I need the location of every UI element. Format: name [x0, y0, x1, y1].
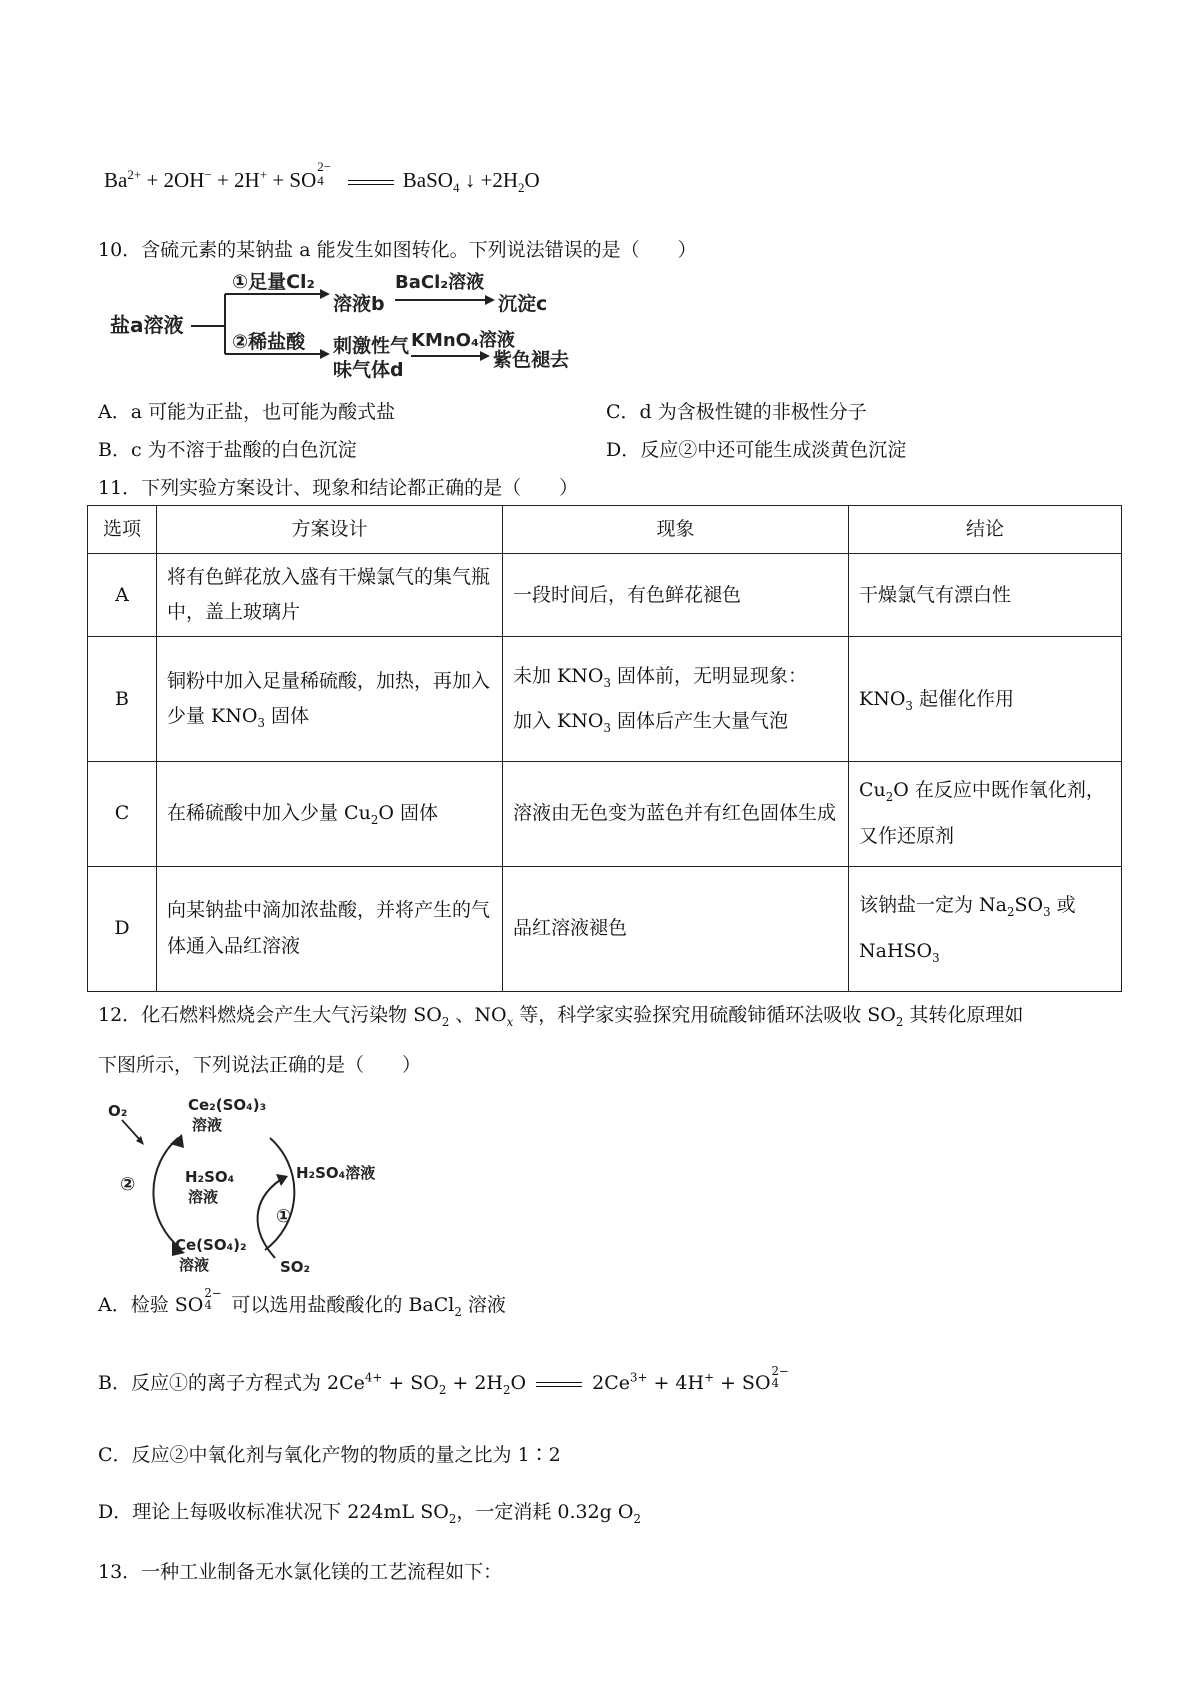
row-d-conclusion: 该钠盐一定为 $Na_2SO_3$ 或 NaHSO$_3$ — [849, 866, 1122, 991]
fig12-h2so4-out: H₂SO₄溶液 — [296, 1164, 376, 1182]
row-c-design: 在稀硫酸中加入少量 $Cu_2O$ 固体 — [157, 762, 503, 866]
fig12-ce4-2: 溶液 — [179, 1256, 210, 1274]
fig10-step2: ②稀盐酸 — [232, 331, 306, 353]
row-b-conclusion: $KNO_3$ 起催化作用 — [849, 637, 1122, 762]
table-row — [88, 762, 1122, 866]
q12-option-b: B．反应①的离子方程式为 $2Ce^{4+} + SO_2 + 2H_2O$ $2Ce^{3+} + 4H^+$ + SO 2− 4 — [98, 1363, 789, 1397]
fig10-kmno4: KMnO₄溶液 — [411, 330, 515, 351]
q11-table — [87, 505, 1122, 992]
row-b-phenomenon: 未加 $KNO_3$ 固体前，无明显现象： 加入 $KNO_3$ 固体后产生大量气泡 — [503, 637, 849, 762]
row-d-phenomenon: 品红溶液褪色 — [503, 866, 849, 991]
fig10-bacl2: BaCl₂溶液 — [395, 272, 485, 293]
equals-sign — [348, 180, 394, 185]
row-b-option: B — [88, 637, 157, 762]
table-row — [88, 554, 1122, 637]
q10-option-a: A．a 可能为正盐，也可能为酸式盐 — [98, 401, 396, 423]
row-a-design: 将有色鲜花放入盛有干燥氯气的集气瓶中，盖上玻璃片 — [157, 554, 503, 637]
q12-option-a: A．检验 SO 2− 4 可以选用盐酸酸化的 BaCl$_2$ 溶液 — [98, 1285, 506, 1319]
row-a-phenomenon: 一段时间后，有色鲜花褪色 — [503, 554, 849, 637]
q12-stem-line1: 12．化石燃料燃烧会产生大气污染物 $SO_2$ 、$NO_x$ 等，科学家实验探究用硫酸铈循环法吸收 $SO_2$ 其转化原理如 — [98, 1004, 1024, 1029]
q12-cycle-figure — [100, 1090, 390, 1280]
fig10-ppt-c: 沉淀c — [498, 293, 548, 315]
header-phenomenon: 现象 — [503, 506, 849, 554]
table-header-row — [88, 506, 1122, 554]
row-c-option: C — [88, 762, 157, 866]
fig10-gas-d-2: 味气体d — [333, 359, 404, 380]
fig12-o2: O₂ — [108, 1102, 128, 1120]
q10-option-b: B．c 为不溶于盐酸的白色沉淀 — [98, 439, 357, 461]
fig12-ce2-2: 溶液 — [192, 1116, 223, 1134]
q10-conversion-figure — [105, 270, 625, 380]
q11-stem: 11．下列实验方案设计、现象和结论都正确的是（ ） — [98, 477, 579, 499]
header-design: 方案设计 — [157, 506, 503, 554]
row-c-conclusion: $Cu_2O$ 在反应中既作氧化剂，又作还原剂 — [849, 762, 1122, 866]
q10-option-c: C．d 为含极性键的非极性分子 — [606, 401, 867, 423]
row-c-phenomenon: 溶液由无色变为蓝色并有红色固体生成 — [503, 762, 849, 866]
fig12-circle1: ① — [276, 1206, 292, 1227]
fig10-step1: ①足量Cl₂ — [232, 271, 315, 293]
table-row — [88, 866, 1122, 991]
fig12-ce4-1: Ce(SO₄)₂ — [175, 1236, 247, 1254]
q12-stem-line2: 下图所示，下列说法正确的是（ ） — [98, 1054, 422, 1076]
fig10-gas-d-1: 刺激性气 — [333, 335, 410, 357]
fig12-circle2: ② — [120, 1174, 136, 1195]
row-a-option: A — [88, 554, 157, 637]
q13-stem: 13．一种工业制备无水氯化镁的工艺流程如下： — [98, 1561, 503, 1583]
fig10-start: 盐a溶液 — [110, 313, 184, 337]
fig12-so2: SO₂ — [280, 1258, 311, 1276]
q12-option-c: C．反应②中氧化剂与氧化产物的物质的量之比为 1∶2 — [98, 1444, 561, 1466]
q12-option-d: D．理论上每吸收标准状况下 224mL $SO_2$，一定消耗 0.32g $O_2$ — [98, 1501, 641, 1526]
row-a-conclusion: 干燥氯气有漂白性 — [849, 554, 1122, 637]
header-option: 选项 — [88, 506, 157, 554]
equals-sign — [536, 1382, 582, 1387]
table-row — [88, 637, 1122, 762]
row-d-option: D — [88, 866, 157, 991]
fig10-fade: 紫色褪去 — [493, 349, 570, 371]
top-equation: $Ba^{2+} + 2OH^- + 2H^+$ + SO 2− 4 BaSO$_4$ ↓ $+2H_2O$ — [104, 158, 540, 196]
q10-option-d: D．反应②中还可能生成淡黄色沉淀 — [606, 439, 907, 461]
header-conclusion: 结论 — [849, 506, 1122, 554]
fig12-h2so4-in-2: 溶液 — [188, 1188, 219, 1206]
row-d-design: 向某钠盐中滴加浓盐酸，并将产生的气体通入品红溶液 — [157, 866, 503, 991]
fig10-sol-b: 溶液b — [333, 293, 385, 315]
row-b-design: 铜粉中加入足量稀硫酸，加热，再加入少量 $KNO_3$ 固体 — [157, 637, 503, 762]
fig12-h2so4-in-1: H₂SO₄ — [185, 1168, 235, 1186]
fig12-ce2-1: Ce₂(SO₄)₃ — [188, 1096, 267, 1114]
q10-stem: 10．含硫元素的某钠盐 a 能发生如图转化。下列说法错误的是（ ） — [98, 239, 697, 261]
